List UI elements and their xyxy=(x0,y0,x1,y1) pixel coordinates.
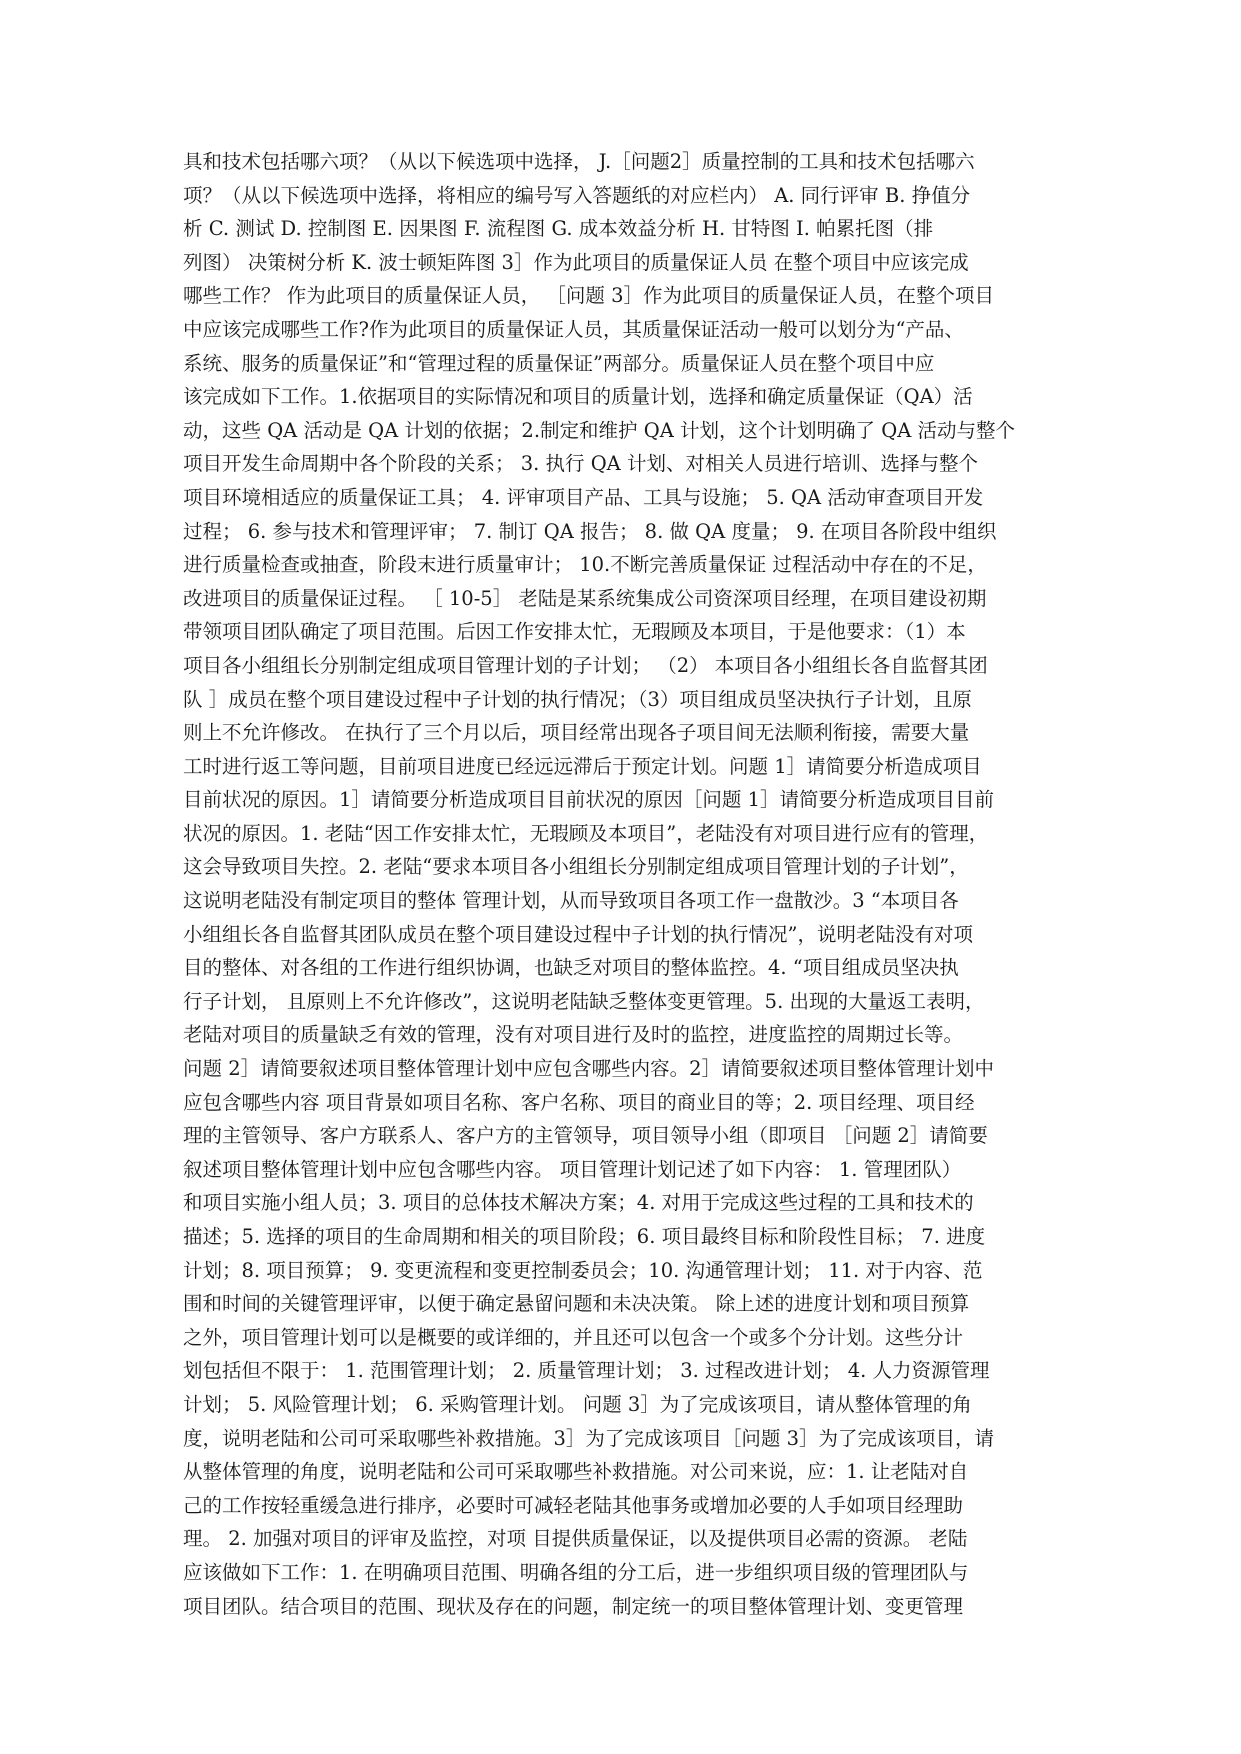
text-line: 小组组长各自监督其团队成员在整个项目建设过程中子计划的执行情况”，说明老陆没有对项 xyxy=(183,922,973,946)
text-line: 动，这些 QA 活动是 QA 计划的依据；2.制定和维护 QA 计划，这个计划明确了 QA 活动与整个 xyxy=(183,418,1015,442)
text-line: 项？（从以下候选项中选择，将相应的编号写入答题纸的对应栏内） A. 同行评审 B. 挣值分 xyxy=(183,183,971,207)
text-line: 理。 2. 加强对项目的评审及监控，对项 目提供质量保证，以及提供项目必需的资源。 老陆 xyxy=(183,1527,968,1551)
text-line: 中应该完成哪些工作?作为此项目的质量保证人员，其质量保证活动一般可以划分为“产品、 xyxy=(183,317,964,341)
text-line: 目前状况的原因。1］请简要分析造成项目目前状况的原因［问题 1］请简要分析造成项目目前 xyxy=(183,788,995,812)
text-line: 问题 2］请简要叙述项目整体管理计划中应包含哪些内容。2］请简要叙述项目整体管理计划中 xyxy=(183,1057,995,1081)
text-line: 目的整体、对各组的工作进行组织协调，也缺乏对项目的整体监控。4. “项目组成员坚决执 xyxy=(183,956,959,980)
text-line: 己的工作按轻重缓急进行排序，必要时可减轻老陆其他事务或增加必要的人手如项目经理助 xyxy=(183,1493,964,1517)
text-line: 和项目实施小组人员；3. 项目的总体技术解决方案；4. 对用于完成这些过程的工具和技术的 xyxy=(183,1191,974,1215)
text-line: 进行质量检查或抽查，阶段末进行质量审计； 10.不断完善质量保证 过程活动中存在的不足， xyxy=(183,553,987,577)
text-line: 工时进行返工等问题，目前项目进度已经远远滞后于预定计划。问题 1］请简要分析造成项目 xyxy=(183,754,982,778)
text-line: 老陆对项目的质量缺乏有效的管理，没有对项目进行及时的监控，进度监控的周期过长等。 xyxy=(183,1023,964,1047)
text-line: 系统、服务的质量保证”和“管理过程的质量保证”两部分。质量保证人员在整个项目中应 xyxy=(183,351,935,375)
text-line: 队 ］成员在整个项目建设过程中子计划的执行情况；（3）项目组成员坚决执行子计划，且原 xyxy=(183,687,972,711)
text-line: 描述；5. 选择的项目的生命周期和相关的项目阶段；6. 项目最终目标和阶段性目标； 7. 进度 xyxy=(183,1225,986,1248)
text-line: 计划； 5. 风险管理计划； 6. 采购管理计划。 问题 3］为了完成该项目，请从整体管理的角 xyxy=(183,1392,972,1416)
text-line: 哪些工作？ 作为此项目的质量保证人员， ［问题 3］作为此项目的质量保证人员，在整个项目 xyxy=(183,284,995,308)
text-line: 项目团队。结合项目的范围、现状及存在的问题，制定统一的项目整体管理计划、变更管理 xyxy=(183,1594,964,1618)
text-line: 应包含哪些内容 项目背景如项目名称、客户名称、项目的商业目的等；2. 项目经理、项目经 xyxy=(183,1090,975,1114)
text-line: 状况的原因。1. 老陆“因工作安排太忙，无瑕顾及本项目”，老陆没有对项目进行应有的管理， xyxy=(183,821,989,845)
text-line: 则上不允许修改。 在执行了三个月以后，项目经常出现各子项目间无法顺利衔接，需要大量 xyxy=(183,721,970,745)
text-line: 项目各小组组长分别制定组成项目管理计划的子计划； （2） 本项目各小组组长各自监督其团 xyxy=(183,653,988,677)
text-line: 计划；8. 项目预算； 9. 变更流程和变更控制委员会；10. 沟通管理计划； 11. 对于内容、范 xyxy=(183,1258,983,1282)
text-line: 项目环境相适应的质量保证工具； 4. 评审项目产品、工具与设施； 5. QA 活动审查项目开发 xyxy=(183,485,984,509)
text-line: 过程； 6. 参与技术和管理评审； 7. 制订 QA 报告； 8. 做 QA 度量； 9. 在项目各阶段中组织 xyxy=(183,519,997,543)
text-line: 围和时间的关键管理评审，以便于确定悬留问题和未决决策。 除上述的进度计划和项目预算 xyxy=(183,1292,970,1316)
text-line: 理的主管领导、客户方联系人、客户方的主管领导，项目领导小组（即项目 ［问题 2］请简要 xyxy=(183,1124,988,1148)
text-line: 这说明老陆没有制定项目的整体 管理计划，从而导致项目各项工作一盘散沙。3 “本项目各 xyxy=(183,889,959,913)
text-line: 行子计划， 且原则上不允许修改”，这说明老陆缺乏整体变更管理。5. 出现的大量返工表明， xyxy=(183,989,985,1013)
text-line: 度，说明老陆和公司可采取哪些补救措施。3］为了完成该项目［问题 3］为了完成该项目，请 xyxy=(183,1426,995,1450)
text-line: 划包括但不限于： 1. 范围管理计划； 2. 质量管理计划； 3. 过程改进计划； 4. 人力资源管理 xyxy=(183,1359,990,1383)
text-line: 项目开发生命周期中各个阶段的关系； 3. 执行 QA 计划、对相关人员进行培训、选择与整个 xyxy=(183,452,978,476)
text-line: 析 C. 测试 D. 控制图 E. 因果图 F. 流程图 G. 成本效益分析 H. 甘特图 I. 帕累托图（排 xyxy=(183,217,934,241)
text-line: 改进项目的质量保证过程。 ［ 10-5］ 老陆是某系统集成公司资深项目经理，在项目建设初期 xyxy=(183,586,987,610)
body-text xyxy=(183,145,1063,1623)
text-line: 列图） 决策树分析 K. 波士顿矩阵图 3］作为此项目的质量保证人员 在整个项目中应该完成 xyxy=(183,250,969,274)
text-line: 之外，项目管理计划可以是概要的或详细的，并且还可以包含一个或多个分计划。这些分计 xyxy=(183,1325,964,1349)
text-line: 该完成如下工作。1.依据项目的实际情况和项目的质量计划，选择和确定质量保证（QA）活 xyxy=(183,385,973,409)
text-line: 应该做如下工作：1. 在明确项目范围、明确各组的分工后，进一步组织项目级的管理团队与 xyxy=(183,1560,969,1584)
text-line: 这会导致项目失控。2. 老陆“要求本项目各小组组长分别制定组成项目管理计划的子计划”， xyxy=(183,855,969,879)
text-line: 从整体管理的角度，说明老陆和公司可采取哪些补救措施。对公司来说，应：1. 让老陆对自 xyxy=(183,1460,969,1484)
text-line: 具和技术包括哪六项？（从以下候选项中选择， J.［问题2］质量控制的工具和技术包括哪六 xyxy=(183,150,975,173)
text-line: 带领项目团队确定了项目范围。后因工作安排太忙，无瑕顾及本项目，于是他要求：（1）本 xyxy=(183,620,966,644)
text-line: 叙述项目整体管理计划中应包含哪些内容。 项目管理计划记述了如下内容： 1. 管理团队） xyxy=(183,1157,962,1181)
